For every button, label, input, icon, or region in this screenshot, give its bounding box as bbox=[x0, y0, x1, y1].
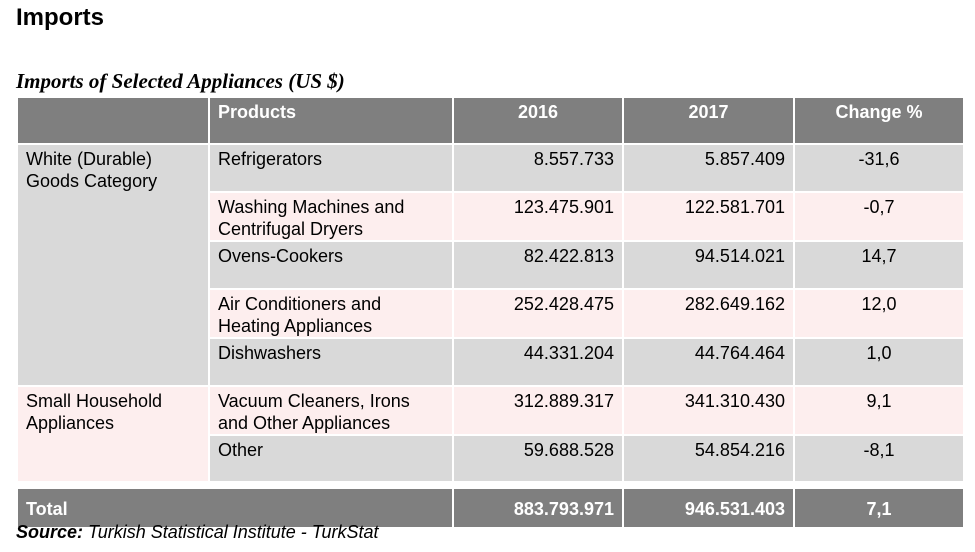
value-2017-cell: 44.764.464 bbox=[623, 338, 794, 386]
header-products: Products bbox=[209, 97, 453, 144]
source-note bbox=[16, 522, 378, 543]
header-2017: 2017 bbox=[623, 97, 794, 144]
value-2017-cell: 5.857.409 bbox=[623, 144, 794, 192]
value-2016-cell: 59.688.528 bbox=[453, 435, 623, 482]
source-text: Turkish Statistical Institute - TurkStat bbox=[88, 522, 379, 542]
product-cell: Vacuum Cleaners, Irons and Other Appliances bbox=[209, 386, 453, 435]
product-cell: Dishwashers bbox=[209, 338, 453, 386]
change-cell: 14,7 bbox=[794, 241, 964, 289]
total-2017: 946.531.403 bbox=[623, 488, 794, 528]
change-cell: 12,0 bbox=[794, 289, 964, 338]
product-cell: Washing Machines and Centrifugal Dryers bbox=[209, 192, 453, 241]
product-cell: Other bbox=[209, 435, 453, 482]
change-cell: -31,6 bbox=[794, 144, 964, 192]
change-cell: -8,1 bbox=[794, 435, 964, 482]
product-cell: Ovens-Cookers bbox=[209, 241, 453, 289]
value-2016-cell: 123.475.901 bbox=[453, 192, 623, 241]
value-2016-cell: 252.428.475 bbox=[453, 289, 623, 338]
table-row bbox=[17, 386, 964, 435]
header-change: Change % bbox=[794, 97, 964, 144]
value-2017-cell: 94.514.021 bbox=[623, 241, 794, 289]
category-cell: White (Durable) Goods Category bbox=[17, 144, 209, 386]
change-cell: -0,7 bbox=[794, 192, 964, 241]
change-cell: 9,1 bbox=[794, 386, 964, 435]
value-2017-cell: 341.310.430 bbox=[623, 386, 794, 435]
source-label: Source: bbox=[16, 522, 84, 542]
header-category bbox=[17, 97, 209, 144]
change-cell: 1,0 bbox=[794, 338, 964, 386]
page-title: Imports bbox=[16, 4, 105, 31]
value-2016-cell: 44.331.204 bbox=[453, 338, 623, 386]
table-row bbox=[17, 144, 964, 192]
total-2016: 883.793.971 bbox=[453, 488, 623, 528]
category-cell: Small Household Appliances bbox=[17, 386, 209, 482]
value-2017-cell: 54.854.216 bbox=[623, 435, 794, 482]
value-2017-cell: 282.649.162 bbox=[623, 289, 794, 338]
table-header-row bbox=[17, 97, 964, 144]
product-cell: Air Conditioners and Heating Appliances bbox=[209, 289, 453, 338]
imports-table bbox=[16, 96, 965, 529]
table-title: Imports of Selected Appliances (US $) bbox=[16, 69, 345, 93]
product-cell: Refrigerators bbox=[209, 144, 453, 192]
value-2016-cell: 312.889.317 bbox=[453, 386, 623, 435]
total-change: 7,1 bbox=[794, 488, 964, 528]
value-2017-cell: 122.581.701 bbox=[623, 192, 794, 241]
total-label: Total bbox=[17, 488, 453, 528]
value-2016-cell: 8.557.733 bbox=[453, 144, 623, 192]
value-2016-cell: 82.422.813 bbox=[453, 241, 623, 289]
header-2016: 2016 bbox=[453, 97, 623, 144]
